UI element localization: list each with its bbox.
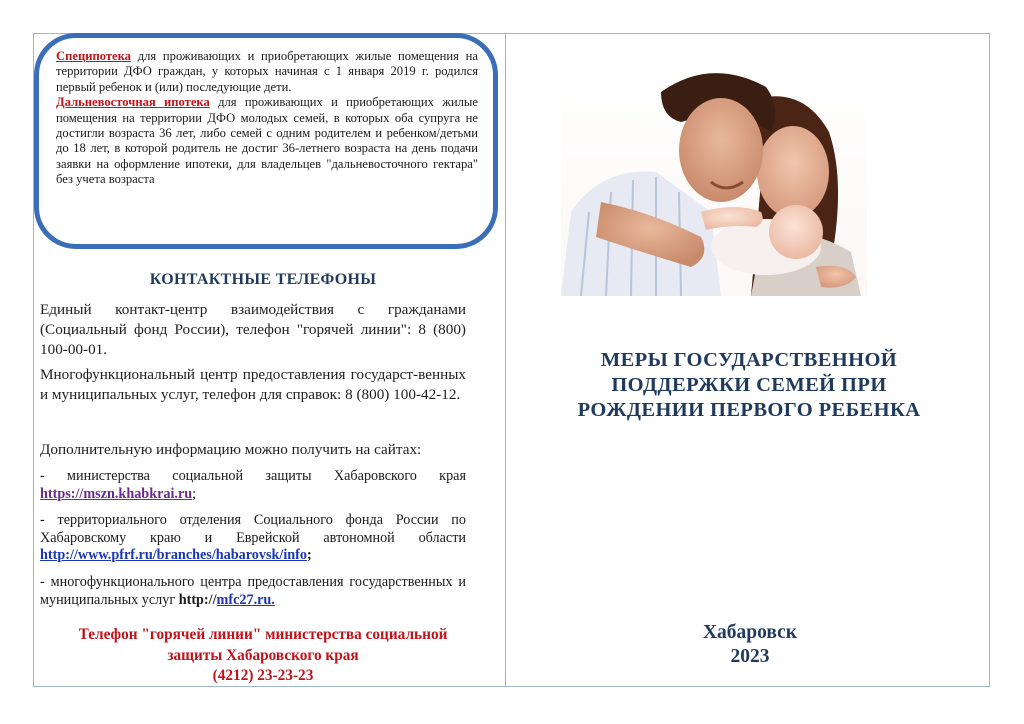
special-mortgage-paragraph (56, 49, 478, 95)
family-photo-illustration (561, 62, 867, 296)
mfc-link-prefix: http:// (178, 591, 217, 608)
mfc-contact-text: Многофункциональный центр предоставления государст-венных и муниципальных услуг, телефон для справок: 8 (800) 100-42-12. (40, 366, 466, 403)
site-item-mfc (40, 574, 466, 609)
family-photo (561, 62, 867, 296)
mfc-link[interactable]: mfc27.ru. (216, 591, 275, 608)
city-name: Хабаровск (702, 622, 798, 643)
hotline-line2: защиты Хабаровского края (167, 646, 359, 664)
special-mortgage-link[interactable]: Специпотека (56, 49, 131, 63)
site-item-label: - территориального отделения Социального фонда России по Хабаровскому краю и Еврейской автономной области (40, 512, 466, 546)
mszn-link[interactable]: https://mszn.khabkrai.ru (40, 485, 193, 502)
mortgage-text (56, 49, 478, 188)
fold-divider (505, 33, 506, 687)
title-line: МЕРЫ ГОСУДАРСТВЕННОЙ (600, 349, 898, 371)
contacts-heading: КОНТАКТНЫЕ ТЕЛЕФОНЫ (149, 271, 377, 288)
site-item-suffix: ; (306, 547, 312, 563)
city-year-block (660, 621, 840, 669)
year: 2023 (730, 646, 770, 667)
fareast-mortgage-link[interactable]: Дальневосточная ипотека (56, 95, 210, 110)
site-item-label: - многофункционального центра предоставления государственных и муниципальных услуг (40, 574, 466, 608)
pfrf-link[interactable]: http://www.pfrf.ru/branches/habarovsk/info (40, 547, 307, 563)
info-intro: Дополнительную информацию можно получить на сайтах: (40, 441, 422, 458)
special-mortgage-text: для проживающих и приобретающих жилые помещения на территории ДФО граждан, у которых начиная с 1 января 2019 г. родился первый ребенок и (или) последующие дети. (56, 49, 478, 94)
title-line: РОЖДЕНИИ ПЕРВОГО РЕБЕНКА (577, 399, 921, 421)
site-item-pfrf (40, 512, 466, 565)
hotline-phone: (4212) 23-23-23 (212, 667, 314, 684)
site-item-mszn (40, 468, 466, 503)
title-line: ПОДДЕРЖКИ СЕМЕЙ ПРИ (611, 374, 887, 396)
hotline-line1: Телефон "горячей линии" министерства социальной (78, 626, 448, 643)
fareast-mortgage-paragraph (56, 95, 478, 187)
site-item-label: - министерства социальной защиты Хабаровского края (40, 468, 466, 484)
hotline-block (40, 625, 486, 687)
fareast-mortgage-text: для проживающих и приобретающих жилые помещения на территории ДФО молодых семей, в которых оба супруга не достигли возраста 36 лет, либо семей с одним родителем и ребенком/детьми до 18 лет, в которой родитель не достиг 36-летнего возраста на день подачи заявки на оформление ипотеки, для владельцев "дальневосточного гектара" без учета возраста (56, 95, 478, 187)
brochure-title (530, 348, 968, 423)
site-item-suffix: ; (192, 485, 197, 502)
contact-center-text: Единый контакт-центр взаимодействия с гражданами (Социальный фонд России), телефон "горячей линии": 8 (800) 100-00-01. (40, 301, 466, 358)
